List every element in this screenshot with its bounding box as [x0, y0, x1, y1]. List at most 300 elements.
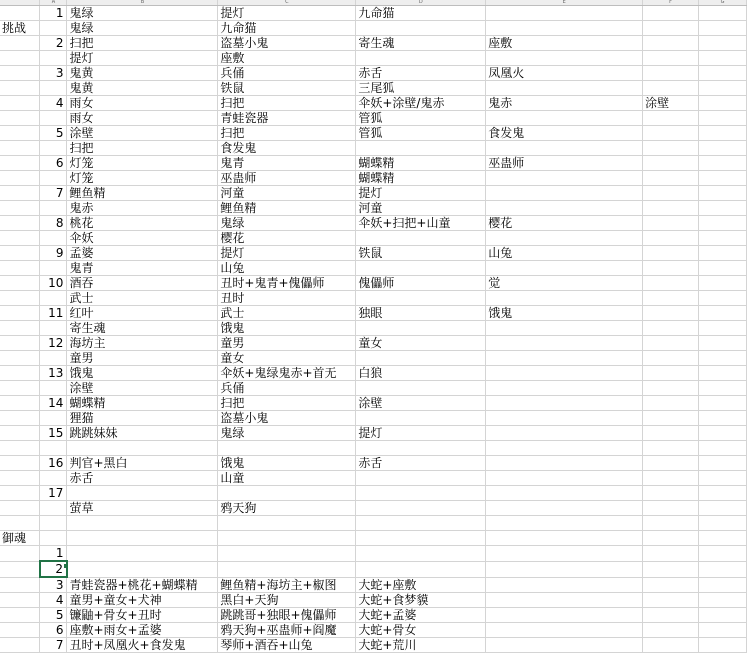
grid-cell[interactable]: 琴师+酒吞+山兔 — [218, 638, 356, 653]
grid-cell[interactable]: 童女 — [218, 351, 356, 366]
number-cell[interactable]: 2 — [40, 561, 67, 577]
grid-cell[interactable] — [356, 231, 486, 246]
grid-cell[interactable]: 座敷 — [486, 36, 643, 51]
grid-cell[interactable] — [486, 501, 643, 516]
grid-cell[interactable] — [643, 593, 699, 608]
grid-cell[interactable]: 大蛇+骨女 — [356, 623, 486, 638]
grid-cell[interactable] — [699, 516, 747, 531]
number-cell[interactable]: 14 — [40, 396, 67, 411]
grid-cell[interactable] — [218, 561, 356, 577]
number-cell[interactable]: 1 — [40, 6, 67, 21]
grid-cell[interactable] — [67, 546, 218, 562]
grid-cell[interactable] — [67, 561, 218, 577]
grid-cell[interactable]: 饿鬼 — [218, 456, 356, 471]
grid-cell[interactable]: 鲤鱼精+海坊主+椒图 — [218, 577, 356, 593]
section-label-cell[interactable] — [0, 81, 40, 96]
grid-cell[interactable] — [356, 441, 486, 456]
grid-cell[interactable]: 巫蛊师 — [486, 156, 643, 171]
section-label-cell[interactable] — [0, 381, 40, 396]
grid-cell[interactable]: 童男+童女+犬神 — [67, 593, 218, 608]
grid-cell[interactable] — [356, 531, 486, 546]
number-cell[interactable]: 6 — [40, 623, 67, 638]
grid-cell[interactable]: 赤舌 — [356, 66, 486, 81]
grid-cell[interactable]: 管狐 — [356, 126, 486, 141]
grid-cell[interactable] — [486, 171, 643, 186]
section-label-cell[interactable] — [0, 51, 40, 66]
grid-cell[interactable] — [356, 501, 486, 516]
section-label-cell[interactable] — [0, 96, 40, 111]
grid-cell[interactable] — [643, 51, 699, 66]
grid-cell[interactable] — [356, 516, 486, 531]
section-label-cell[interactable] — [0, 441, 40, 456]
grid-cell[interactable]: 饿鬼 — [218, 321, 356, 336]
grid-cell[interactable] — [486, 546, 643, 562]
grid-cell[interactable] — [643, 111, 699, 126]
grid-cell[interactable]: 樱花 — [486, 216, 643, 231]
grid-cell[interactable]: 大蛇+食梦貘 — [356, 593, 486, 608]
grid-cell[interactable]: 大蛇+座敷 — [356, 577, 486, 593]
section-label-cell[interactable] — [0, 501, 40, 516]
grid-cell[interactable] — [486, 291, 643, 306]
grid-cell[interactable]: 山童 — [218, 471, 356, 486]
grid-cell[interactable]: 海坊主 — [67, 336, 218, 351]
number-cell[interactable] — [40, 381, 67, 396]
grid-cell[interactable] — [486, 623, 643, 638]
grid-cell[interactable] — [699, 546, 747, 562]
grid-cell[interactable]: 鲤鱼精 — [218, 201, 356, 216]
grid-cell[interactable]: 伞妖+鬼绿鬼赤+首无 — [218, 366, 356, 381]
grid-cell[interactable]: 扫把 — [218, 96, 356, 111]
grid-cell[interactable]: 盗墓小鬼 — [218, 36, 356, 51]
grid-cell[interactable] — [486, 608, 643, 623]
grid-cell[interactable]: 鲤鱼精 — [67, 186, 218, 201]
number-cell[interactable] — [40, 441, 67, 456]
grid-cell[interactable]: 大蛇+荒川 — [356, 638, 486, 653]
number-cell[interactable]: 3 — [40, 66, 67, 81]
section-label-cell[interactable] — [0, 546, 40, 562]
number-cell[interactable] — [40, 111, 67, 126]
grid-cell[interactable] — [699, 456, 747, 471]
number-cell[interactable]: 17 — [40, 486, 67, 501]
grid-cell[interactable] — [699, 231, 747, 246]
grid-cell[interactable] — [699, 351, 747, 366]
grid-cell[interactable] — [486, 366, 643, 381]
grid-cell[interactable]: 鬼绿 — [67, 6, 218, 21]
grid-cell[interactable] — [699, 156, 747, 171]
grid-cell[interactable]: 盗墓小鬼 — [218, 411, 356, 426]
grid-cell[interactable]: 黑白+天狗 — [218, 593, 356, 608]
grid-cell[interactable]: 狸猫 — [67, 411, 218, 426]
grid-cell[interactable]: 伞妖+涂壁/鬼赤 — [356, 96, 486, 111]
grid-cell[interactable] — [699, 51, 747, 66]
grid-cell[interactable] — [643, 201, 699, 216]
grid-cell[interactable]: 兵俑 — [218, 66, 356, 81]
grid-cell[interactable] — [486, 351, 643, 366]
grid-cell[interactable] — [699, 426, 747, 441]
grid-cell[interactable]: 蝴蝶精 — [356, 156, 486, 171]
number-cell[interactable]: 4 — [40, 593, 67, 608]
grid-cell[interactable]: 食发鬼 — [486, 126, 643, 141]
grid-cell[interactable] — [643, 623, 699, 638]
grid-cell[interactable]: 河童 — [218, 186, 356, 201]
grid-cell[interactable] — [699, 141, 747, 156]
grid-cell[interactable] — [643, 126, 699, 141]
grid-cell[interactable] — [643, 411, 699, 426]
section-label-cell[interactable] — [0, 321, 40, 336]
grid-cell[interactable]: 鬼青 — [218, 156, 356, 171]
section-label-cell[interactable] — [0, 111, 40, 126]
grid-cell[interactable]: 武士 — [67, 291, 218, 306]
number-cell[interactable]: 9 — [40, 246, 67, 261]
grid-cell[interactable]: 三尾狐 — [356, 81, 486, 96]
grid-cell[interactable] — [356, 411, 486, 426]
grid-cell[interactable] — [486, 6, 643, 21]
column-header-d[interactable]: D — [356, 0, 486, 6]
grid-cell[interactable] — [486, 456, 643, 471]
grid-cell[interactable] — [699, 366, 747, 381]
number-cell[interactable]: 5 — [40, 126, 67, 141]
number-cell[interactable]: 4 — [40, 96, 67, 111]
grid-cell[interactable] — [643, 306, 699, 321]
grid-cell[interactable]: 青蛙瓷器+桃花+蝴蝶精 — [67, 577, 218, 593]
section-label-cell[interactable] — [0, 291, 40, 306]
grid-cell[interactable]: 鬼绿 — [67, 21, 218, 36]
grid-cell[interactable] — [486, 336, 643, 351]
grid-cell[interactable] — [486, 51, 643, 66]
grid-cell[interactable]: 饿鬼 — [486, 306, 643, 321]
grid-cell[interactable] — [356, 381, 486, 396]
column-header-b[interactable]: B — [67, 0, 218, 6]
grid-cell[interactable]: 赤舌 — [67, 471, 218, 486]
number-cell[interactable]: 7 — [40, 186, 67, 201]
grid-cell[interactable] — [699, 126, 747, 141]
grid-cell[interactable] — [486, 321, 643, 336]
grid-cell[interactable]: 赤舌 — [356, 456, 486, 471]
grid-cell[interactable] — [699, 411, 747, 426]
grid-cell[interactable]: 扫把 — [218, 126, 356, 141]
grid-cell[interactable]: 九命猫 — [218, 21, 356, 36]
section-label-cell[interactable] — [0, 608, 40, 623]
grid-cell[interactable] — [218, 516, 356, 531]
section-label-cell[interactable]: 挑战 — [0, 21, 40, 36]
grid-cell[interactable] — [643, 186, 699, 201]
grid-cell[interactable] — [699, 6, 747, 21]
grid-cell[interactable] — [643, 546, 699, 562]
grid-cell[interactable]: 河童 — [356, 201, 486, 216]
column-header-c[interactable]: C — [218, 0, 356, 6]
number-cell[interactable]: 1 — [40, 546, 67, 562]
grid-cell[interactable] — [356, 486, 486, 501]
grid-cell[interactable] — [356, 261, 486, 276]
grid-cell[interactable]: 傀儡师 — [356, 276, 486, 291]
number-cell[interactable] — [40, 531, 67, 546]
grid-cell[interactable] — [699, 21, 747, 36]
grid-cell[interactable] — [699, 336, 747, 351]
grid-cell[interactable] — [643, 426, 699, 441]
grid-cell[interactable] — [643, 156, 699, 171]
section-label-cell[interactable] — [0, 246, 40, 261]
section-label-cell[interactable] — [0, 623, 40, 638]
grid-cell[interactable] — [356, 291, 486, 306]
number-cell[interactable] — [40, 321, 67, 336]
column-header-a[interactable]: A — [40, 0, 67, 6]
grid-cell[interactable] — [486, 486, 643, 501]
grid-cell[interactable] — [356, 561, 486, 577]
grid-cell[interactable]: 丑时+凤凰火+食发鬼 — [67, 638, 218, 653]
number-cell[interactable] — [40, 501, 67, 516]
grid-cell[interactable]: 雨女 — [67, 96, 218, 111]
grid-cell[interactable]: 鬼绿 — [218, 426, 356, 441]
grid-cell[interactable]: 童女 — [356, 336, 486, 351]
grid-cell[interactable] — [699, 501, 747, 516]
grid-cell[interactable]: 座敷+雨女+孟婆 — [67, 623, 218, 638]
grid-cell[interactable] — [699, 276, 747, 291]
grid-cell[interactable] — [67, 486, 218, 501]
column-header-g[interactable]: G — [699, 0, 747, 6]
grid-cell[interactable] — [356, 51, 486, 66]
grid-cell[interactable]: 寄生魂 — [67, 321, 218, 336]
grid-cell[interactable] — [486, 231, 643, 246]
section-label-cell[interactable] — [0, 366, 40, 381]
grid-cell[interactable]: 白狼 — [356, 366, 486, 381]
number-cell[interactable]: 2 — [40, 36, 67, 51]
section-label-cell[interactable] — [0, 231, 40, 246]
grid-cell[interactable]: 鬼绿 — [218, 216, 356, 231]
grid-cell[interactable] — [486, 201, 643, 216]
grid-cell[interactable] — [699, 531, 747, 546]
section-label-cell[interactable] — [0, 638, 40, 653]
grid-cell[interactable] — [699, 291, 747, 306]
grid-cell[interactable] — [643, 21, 699, 36]
grid-cell[interactable]: 涂壁 — [67, 381, 218, 396]
section-label-cell[interactable] — [0, 186, 40, 201]
grid-cell[interactable]: 鬼青 — [67, 261, 218, 276]
grid-cell[interactable] — [643, 171, 699, 186]
grid-cell[interactable]: 鸦天狗 — [218, 501, 356, 516]
number-cell[interactable] — [40, 51, 67, 66]
section-label-cell[interactable] — [0, 471, 40, 486]
grid-cell[interactable]: 凤凰火 — [486, 66, 643, 81]
grid-cell[interactable]: 山兔 — [486, 246, 643, 261]
grid-cell[interactable]: 桃花 — [67, 216, 218, 231]
grid-cell[interactable]: 丑时 — [218, 291, 356, 306]
number-cell[interactable]: 10 — [40, 276, 67, 291]
section-label-cell[interactable] — [0, 351, 40, 366]
section-label-cell[interactable] — [0, 261, 40, 276]
grid-cell[interactable] — [486, 516, 643, 531]
grid-cell[interactable]: 九命猫 — [356, 6, 486, 21]
grid-cell[interactable] — [699, 186, 747, 201]
grid-cell[interactable]: 青蛙瓷器 — [218, 111, 356, 126]
grid-cell[interactable]: 山兔 — [218, 261, 356, 276]
grid-cell[interactable]: 鬼赤 — [486, 96, 643, 111]
section-label-cell[interactable] — [0, 66, 40, 81]
column-header-f[interactable]: F — [643, 0, 699, 6]
grid-cell[interactable] — [356, 351, 486, 366]
section-label-cell[interactable] — [0, 171, 40, 186]
grid-cell[interactable]: 提灯 — [67, 51, 218, 66]
section-label-cell[interactable] — [0, 36, 40, 51]
number-cell[interactable] — [40, 411, 67, 426]
grid-cell[interactable] — [486, 81, 643, 96]
number-cell[interactable] — [40, 291, 67, 306]
section-label-cell[interactable] — [0, 577, 40, 593]
grid-cell[interactable]: 铁鼠 — [356, 246, 486, 261]
grid-cell[interactable] — [699, 638, 747, 653]
section-label-cell[interactable] — [0, 306, 40, 321]
number-cell[interactable]: 12 — [40, 336, 67, 351]
grid-cell[interactable] — [699, 96, 747, 111]
grid-cell[interactable]: 觉 — [486, 276, 643, 291]
grid-cell[interactable]: 鸦天狗+巫蛊师+阎魔 — [218, 623, 356, 638]
section-label-cell[interactable] — [0, 426, 40, 441]
grid-cell[interactable] — [356, 471, 486, 486]
grid-cell[interactable] — [643, 246, 699, 261]
grid-cell[interactable] — [486, 411, 643, 426]
grid-cell[interactable]: 童男 — [67, 351, 218, 366]
grid-cell[interactable] — [218, 486, 356, 501]
grid-cell[interactable]: 酒吞 — [67, 276, 218, 291]
number-cell[interactable]: 3 — [40, 577, 67, 593]
section-label-cell[interactable] — [0, 486, 40, 501]
grid-cell[interactable]: 涂壁 — [67, 126, 218, 141]
number-cell[interactable]: 15 — [40, 426, 67, 441]
grid-cell[interactable] — [486, 471, 643, 486]
grid-cell[interactable] — [643, 486, 699, 501]
grid-cell[interactable]: 跳跳哥+独眼+傀儡师 — [218, 608, 356, 623]
grid-cell[interactable]: 蝴蝶精 — [356, 171, 486, 186]
grid-cell[interactable] — [486, 21, 643, 36]
grid-cell[interactable] — [699, 246, 747, 261]
column-header-e[interactable]: E — [486, 0, 643, 6]
grid-cell[interactable] — [643, 141, 699, 156]
grid-cell[interactable] — [486, 141, 643, 156]
grid-cell[interactable] — [643, 81, 699, 96]
grid-cell[interactable] — [699, 486, 747, 501]
section-label-cell[interactable] — [0, 201, 40, 216]
grid-cell[interactable] — [67, 531, 218, 546]
fill-handle[interactable] — [64, 564, 68, 568]
section-label-cell[interactable] — [0, 126, 40, 141]
section-label-cell[interactable] — [0, 141, 40, 156]
grid-cell[interactable]: 提灯 — [218, 246, 356, 261]
grid-cell[interactable] — [486, 531, 643, 546]
grid-cell[interactable] — [699, 561, 747, 577]
grid-cell[interactable] — [486, 186, 643, 201]
grid-cell[interactable] — [643, 608, 699, 623]
grid-cell[interactable]: 伞妖+扫把+山童 — [356, 216, 486, 231]
grid-cell[interactable]: 镰鼬+骨女+丑时 — [67, 608, 218, 623]
grid-cell[interactable] — [643, 638, 699, 653]
grid-cell[interactable] — [643, 36, 699, 51]
grid-cell[interactable] — [699, 216, 747, 231]
grid-cell[interactable]: 鬼黄 — [67, 66, 218, 81]
grid-cell[interactable]: 判官+黑白 — [67, 456, 218, 471]
grid-cell[interactable] — [643, 577, 699, 593]
section-label-cell[interactable] — [0, 456, 40, 471]
grid-cell[interactable] — [699, 306, 747, 321]
grid-cell[interactable] — [643, 336, 699, 351]
grid-cell[interactable] — [643, 561, 699, 577]
grid-cell[interactable] — [218, 441, 356, 456]
grid-cell[interactable] — [486, 381, 643, 396]
grid-cell[interactable] — [643, 291, 699, 306]
number-cell[interactable]: 13 — [40, 366, 67, 381]
grid-cell[interactable] — [699, 261, 747, 276]
grid-cell[interactable]: 丑时+鬼青+傀儡师 — [218, 276, 356, 291]
grid-cell[interactable] — [699, 396, 747, 411]
grid-cell[interactable] — [67, 516, 218, 531]
grid-cell[interactable] — [699, 201, 747, 216]
grid-cell[interactable]: 灯笼 — [67, 156, 218, 171]
grid-cell[interactable]: 涂壁 — [643, 96, 699, 111]
grid-cell[interactable] — [699, 623, 747, 638]
grid-cell[interactable] — [699, 593, 747, 608]
grid-cell[interactable]: 提灯 — [356, 426, 486, 441]
grid-cell[interactable]: 兵俑 — [218, 381, 356, 396]
grid-cell[interactable]: 座敷 — [218, 51, 356, 66]
number-cell[interactable] — [40, 81, 67, 96]
grid-cell[interactable] — [356, 546, 486, 562]
grid-cell[interactable] — [486, 593, 643, 608]
grid-cell[interactable] — [699, 608, 747, 623]
grid-cell[interactable] — [699, 471, 747, 486]
grid-cell[interactable] — [699, 171, 747, 186]
grid-cell[interactable] — [699, 441, 747, 456]
number-cell[interactable] — [40, 351, 67, 366]
grid-cell[interactable]: 提灯 — [356, 186, 486, 201]
grid-cell[interactable] — [486, 426, 643, 441]
section-label-cell[interactable] — [0, 6, 40, 21]
number-cell[interactable] — [40, 261, 67, 276]
grid-cell[interactable]: 跳跳妹妹 — [67, 426, 218, 441]
grid-cell[interactable] — [643, 456, 699, 471]
grid-cell[interactable]: 孟婆 — [67, 246, 218, 261]
grid-cell[interactable] — [699, 111, 747, 126]
number-cell[interactable] — [40, 171, 67, 186]
grid-cell[interactable] — [486, 441, 643, 456]
grid-cell[interactable] — [643, 366, 699, 381]
number-cell[interactable]: 11 — [40, 306, 67, 321]
grid-cell[interactable] — [699, 577, 747, 593]
grid-cell[interactable] — [486, 561, 643, 577]
grid-cell[interactable] — [643, 66, 699, 81]
grid-cell[interactable]: 鬼黄 — [67, 81, 218, 96]
grid-cell[interactable] — [643, 396, 699, 411]
grid-cell[interactable]: 寄生魂 — [356, 36, 486, 51]
grid-cell[interactable] — [643, 321, 699, 336]
grid-cell[interactable]: 红叶 — [67, 306, 218, 321]
grid-cell[interactable]: 饿鬼 — [67, 366, 218, 381]
section-label-cell[interactable]: 御魂 — [0, 531, 40, 546]
grid-cell[interactable]: 灯笼 — [67, 171, 218, 186]
grid-cell[interactable] — [486, 111, 643, 126]
grid-cell[interactable] — [356, 321, 486, 336]
grid-cell[interactable]: 巫蛊师 — [218, 171, 356, 186]
grid-cell[interactable]: 雨女 — [67, 111, 218, 126]
grid-cell[interactable]: 食发鬼 — [218, 141, 356, 156]
number-cell[interactable] — [40, 21, 67, 36]
grid-cell[interactable] — [699, 321, 747, 336]
grid-cell[interactable] — [699, 381, 747, 396]
grid-cell[interactable] — [356, 21, 486, 36]
grid-cell[interactable] — [643, 351, 699, 366]
grid-cell[interactable] — [643, 261, 699, 276]
section-label-cell[interactable] — [0, 156, 40, 171]
grid-cell[interactable] — [486, 261, 643, 276]
grid-cell[interactable] — [486, 396, 643, 411]
number-cell[interactable] — [40, 201, 67, 216]
